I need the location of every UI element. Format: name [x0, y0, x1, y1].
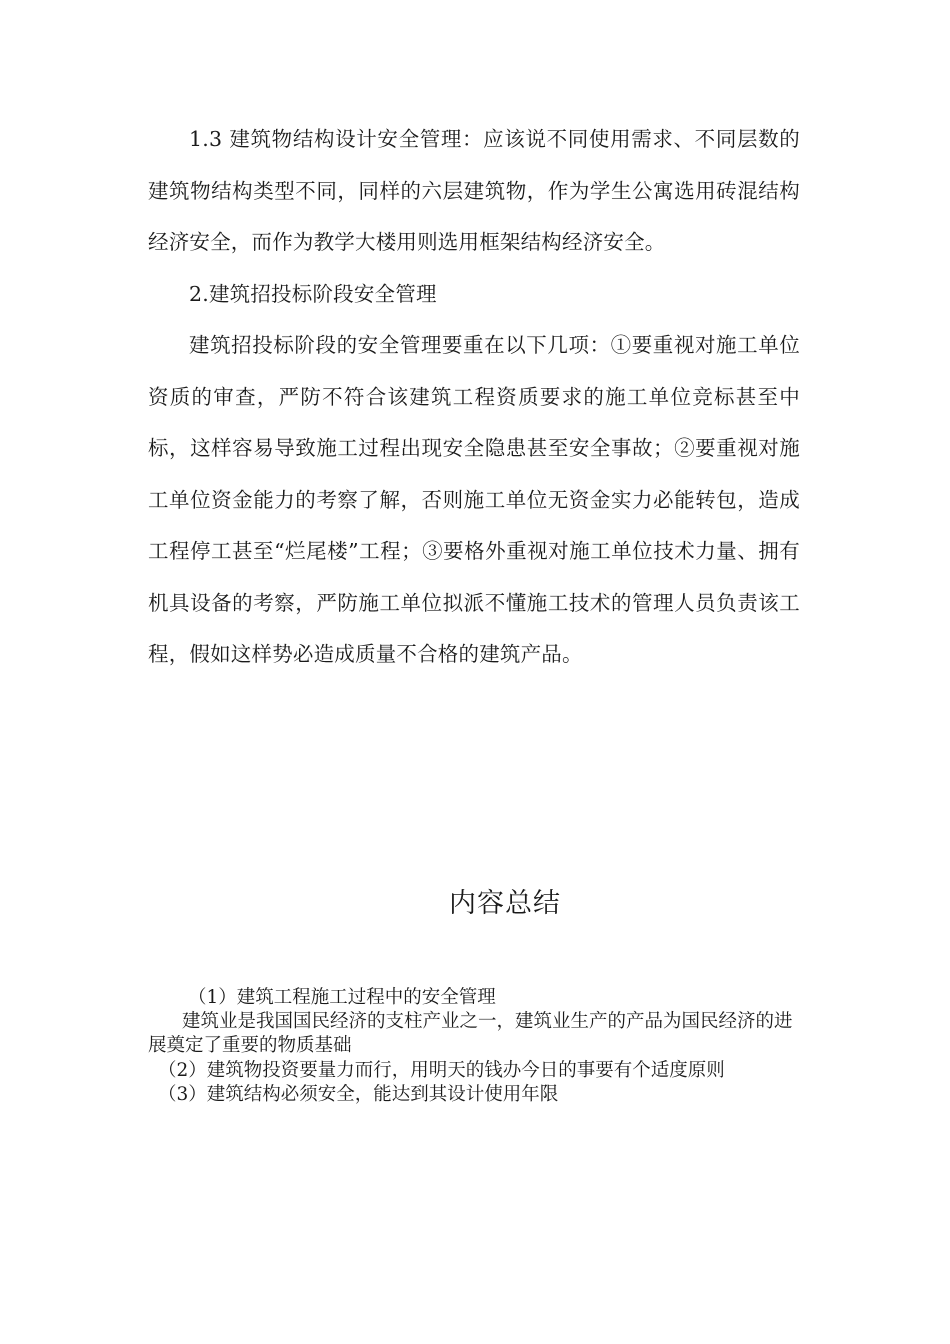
- section-heading-bidding: 2.建筑招投标阶段安全管理: [189, 281, 437, 306]
- summary-section: [148, 986, 800, 1107]
- paragraph-structural-design: 1.3 建筑物结构设计安全管理：应该说不同使用需求、不同层数的建筑物结构类型不同，同样的六层建筑物，作为学生公寓选用砖混结构经济安全，而作为教学大楼用则选用框架结构经济安全。: [148, 127, 800, 254]
- paragraph-bidding-safety: 建筑招投标阶段的安全管理要重在以下几项：①要重视对施工单位资质的审查，严防不符合该建筑工程资质要求的施工单位竞标甚至中标，这样容易导致施工过程出现安全隐患甚至安全事故；②要重视对施工单位资金能力的考察了解，否则施工单位无资金实力必能转包，造成工程停工甚至“烂尾楼”工程；③要格外重视对施工单位技术力量、拥有机具设备的考察，严防施工单位拟派不懂施工技术的管理人员负责该工程，假如这样势必造成质量不合格的建筑产品。: [148, 333, 800, 666]
- summary-item: （1）建筑工程施工过程中的安全管理: [188, 987, 496, 1008]
- document-body: [148, 114, 800, 681]
- summary-title: 内容总结: [449, 888, 561, 919]
- summary-item: （3）建筑结构必须安全，能达到其设计使用年限: [158, 1083, 559, 1105]
- summary-item: （2）建筑物投资要量力而行，用明天的钱办今日的事要有个适度原则: [158, 1059, 725, 1081]
- summary-item: 建筑业是我国国民经济的支柱产业之一，建筑业生产的产品为国民经济的进展奠定了重要的物质基础: [148, 1011, 793, 1057]
